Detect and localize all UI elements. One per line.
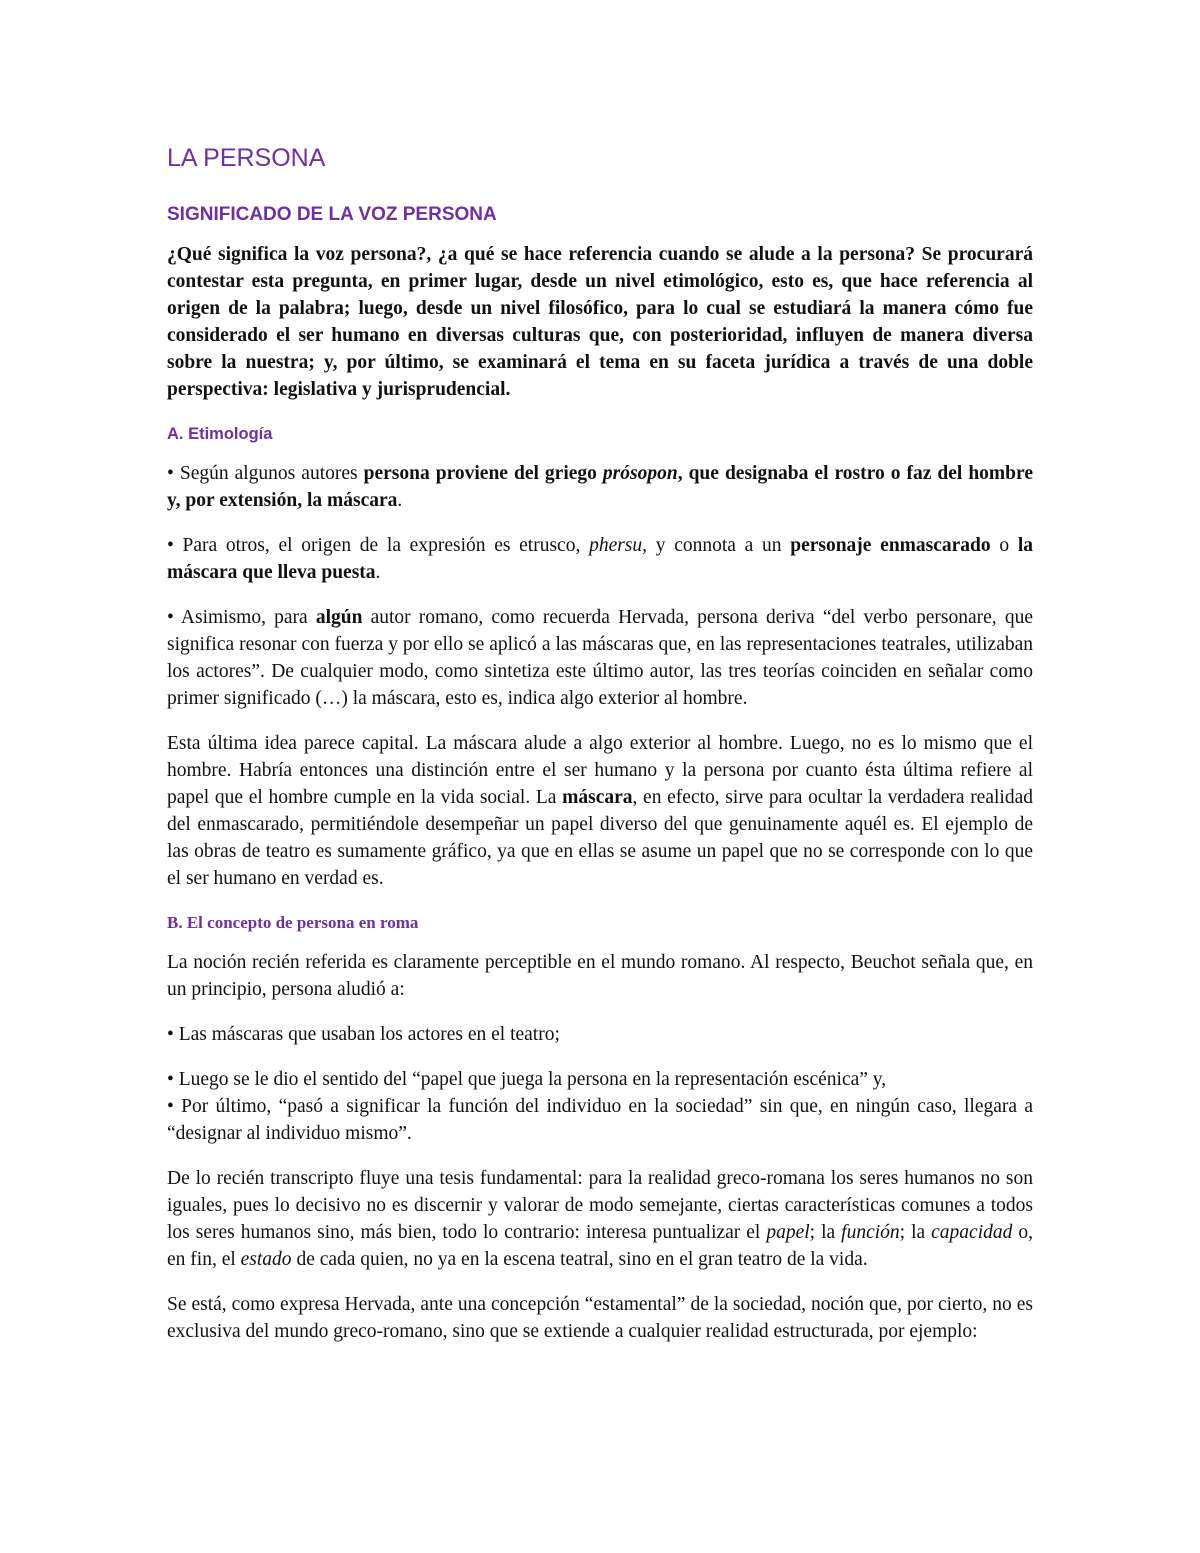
bullet-papel: • Luego se le dio el sentido del “papel que juega la persona en la representación escénica” y,	[167, 1069, 887, 1090]
bold-run: la máscara que lleva puesta	[167, 535, 1033, 583]
heading-concepto-roma: B. El concepto de persona en roma	[167, 913, 419, 932]
bullet-mascaras: • Las máscaras que usaban los actores en el teatro;	[167, 1024, 560, 1045]
paragraph-griego	[167, 460, 1033, 514]
paragraph-estamental: Se está, como expresa Hervada, ante una concepción “estamental” de la sociedad, noción que, por cierto, no es exclusiva del mundo greco-romano, sino que se extiende a cualquier realidad estructurada, por ejemplo:	[167, 1294, 1033, 1342]
italic-term: papel	[766, 1222, 810, 1243]
intro-paragraph: ¿Qué significa la voz persona?, ¿a qué se hace referencia cuando se alude a la persona? Se procurará contestar esta pregunta, en primer lugar, desde un nivel etimológico, esto es, que hace referencia al origen de la palabra; luego, desde un nivel filosófico, para lo cual se estudiará la manera cómo fue considerado el ser humano en diversas culturas que, con posterioridad, influyen de manera diversa sobre la nuestra; y, por último, se examinará el tema en su faceta jurídica a través de una doble perspectiva: legislativa y jurisprudencial.	[167, 244, 1033, 400]
text-run: Esta última idea parece capital. La máscara alude a algo exterior al hombre. Luego, no es lo mismo que el hombre. Habría entonces una distinción entre el ser humano y la persona por cuanto ésta última refiere al papel que el hombre cumple en la vida social. La	[167, 733, 1033, 808]
paragraph-etrusco	[167, 532, 1033, 586]
paragraph-nocion: La noción recién referida es claramente perceptible en el mundo romano. Al respecto, Beuchot señala que, en un principio, persona aludió a:	[167, 952, 1033, 1000]
text-run: ; la	[899, 1222, 932, 1243]
text-run: • Según algunos autores	[167, 463, 364, 484]
text-run: de cada quien, no ya en la escena teatral, sino en el gran teatro de la vida.	[291, 1249, 868, 1270]
text-run: De lo recién transcripto fluye una tesis fundamental: para la realidad greco-romana los seres humanos no son iguales, pues lo decisivo no es discernir y valorar de modo semejante, ciertas características comunes a todos los seres humanos sino, más bien, todo lo contrario: interesa puntualizar el	[167, 1168, 1033, 1243]
italic-term: función	[841, 1222, 900, 1243]
text-run: y connota a un	[647, 535, 791, 556]
text-run: o, en fin, el	[167, 1222, 1033, 1270]
bold-run: , que designaba el rostro o faz del hombre y, por extensión, la máscara	[167, 463, 1033, 511]
italic-term: phersu,	[589, 535, 648, 556]
paragraph-tesis	[167, 1165, 1033, 1273]
bullet-funcion: • Por último, “pasó a significar la función del individuo en la sociedad” sin que, en ningún caso, llegara a “designar al individuo mismo”.	[167, 1096, 1033, 1144]
paragraph-idea-capital	[167, 730, 1033, 892]
section-subtitle: SIGNIFICADO DE LA VOZ PERSONA	[167, 204, 497, 225]
text-run: o	[990, 535, 1018, 556]
italic-term: estado	[240, 1249, 292, 1270]
bold-run: algún	[315, 607, 363, 628]
document-page	[167, 140, 1033, 1363]
bold-run: persona proviene del griego	[363, 463, 603, 484]
heading-etimologia: A. Etimología	[167, 425, 273, 443]
text-run: • Para otros, el origen de la expresión es etrusco,	[167, 535, 590, 556]
text-run: autor romano, como recuerda Hervada, persona deriva “del verbo personare, que significa resonar con fuerza y por ello se aplicó a las máscaras que, en las representaciones teatrales, utilizaban los actores”. De cualquier modo, como sintetiza este último autor, las tres teorías coinciden en señalar como primer significado (…) la máscara, esto es, indica algo exterior al hombre.	[167, 607, 1033, 709]
text-run: ; la	[809, 1222, 842, 1243]
italic-term: prósopon	[602, 463, 678, 484]
bold-run: personaje enmascarado	[790, 535, 991, 556]
text-run: • Asimismo, para	[167, 607, 316, 628]
bold-run: máscara	[562, 787, 633, 808]
text-run: , en efecto, sirve para ocultar la verdadera realidad del enmascarado, permitiéndole desempeñar un papel diverso del que genuinamente aquél es. El ejemplo de las obras de teatro es sumamente gráfico, ya que en ellas se asume un papel que no se corresponde con lo que el ser humano en verdad es.	[167, 787, 1033, 889]
text-run: .	[375, 562, 381, 583]
italic-term: capacidad	[931, 1222, 1013, 1243]
page-title: LA PERSONA	[167, 144, 326, 172]
text-run: .	[397, 490, 403, 511]
paragraph-romano	[167, 604, 1033, 712]
